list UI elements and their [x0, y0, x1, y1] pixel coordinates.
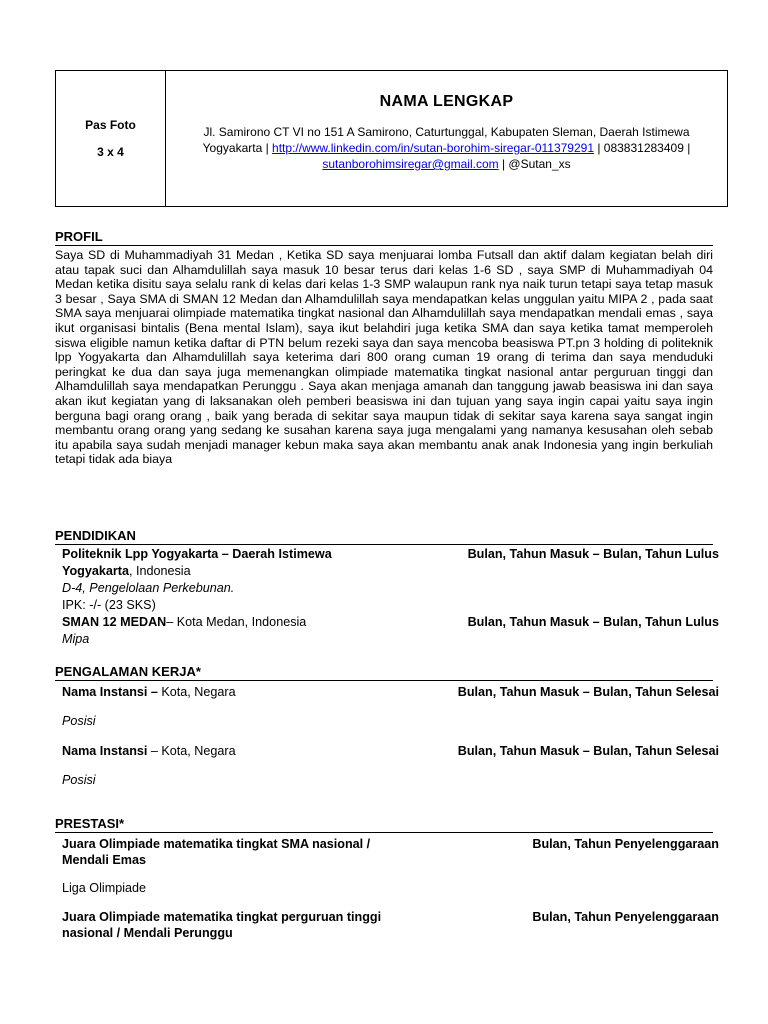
education-dates: Bulan, Tahun Masuk – Bulan, Tahun Lulus [467, 547, 719, 561]
achievement-organizer: Liga Olimpiade [62, 881, 147, 895]
address-line2: Yogyakarta | [202, 141, 273, 155]
work-position: Posisi [62, 714, 96, 728]
full-name: NAMA LENGKAP [379, 93, 514, 110]
photo-placeholder [56, 71, 166, 206]
photo-label: Pas Foto [85, 117, 136, 132]
achievement-title-cont: nasional / Mendali Perunggu [62, 926, 233, 940]
work-entry [55, 743, 719, 789]
profil-text: Saya SD di Muhammadiyah 31 Medan , Ketika SD saya menjuarai lomba Futsall dan aktif dalam kegiatan belah diri atau tapak suci dan Alhamdulillah saya masuk 10 besar terus dari kelas 1-6 SD , saya SMP di Muhammadiyah 04 Medan ketika disitu saya selalu rank di kelas dari kelas 1-3 SMP walaupun rank nya naik turun tetapi saya tetap masuk 3 besar , Saya SMA di SMAN 12 Medan dan Alhamdulillah saya mendapatkan kelas unggulan yaitu MIPA 2 , pada saat SMA saya menjuarai olimpiade matematika tingkat nasional dan Alhamdulillah saya mendapatkan mendali emas , saya ikut organisasi bintalis (Bena mental Islam), saya ikut belahdiri juga ketika SMA dan saya ketika tamat memperoleh siswa eligible namun ketika daftar di PTN belum rezeki saya dan saya mencoba beasiswa PT.pn 3 holding di politeknik lpp Yogyakarta dan Alhamdulillah saya keterima dari 800 orang cuman 19 orang di terima dan saya menduduki peringkat ke dua dan saya juga memenangkan olimpiade matematika tingkat nasional antar perguruan tinggi dan Alhamdulillah saya mendapatkan Perunggu . Saya akan menjaga amanah dan tanggung jawab beasiswa ini dan saya akan ikut kegiatan yang di laksanakan oleh pemberi beasiswa ini dan tujuan yang saya ingin capai yaitu saya ingin berguna bagi orang orang , baik yang berada di sekitar saya maupun tidak di sekitar saya karena saya sangat ingin membantu orang orang yang sedang ke susahan karena saya juga mengalami yang namanya kesusahan oleh sebab itu apabila saya sudah menjadi manager kebun maka saya akan membantu anak anak Indonesia yang ingin berkuliah tetapi tidak ada biaya [55, 248, 713, 467]
work-dates: Bulan, Tahun Masuk – Bulan, Tahun Selesai [457, 685, 719, 699]
work-position: Posisi [62, 773, 96, 787]
achievement-title-cont: Mendali Emas [62, 853, 146, 867]
achievement-title: Juara Olimpiade matematika tingkat perguruan tinggi [62, 910, 382, 924]
work-entry [55, 684, 719, 730]
photo-size: 3 x 4 [97, 144, 124, 159]
education-dates: Bulan, Tahun Masuk – Bulan, Tahun Lulus [467, 615, 719, 629]
education-school-cont: Yogyakarta [62, 564, 129, 578]
education-entry [55, 614, 719, 648]
achievement-date: Bulan, Tahun Penyelenggaraan [532, 837, 719, 851]
education-school: SMAN 12 MEDAN [62, 615, 167, 629]
work-company: Nama Instansi [62, 744, 148, 758]
prestasi-title: PRESTASI* [55, 816, 713, 833]
education-program: Mipa [62, 632, 90, 646]
work-dates: Bulan, Tahun Masuk – Bulan, Tahun Selesai [457, 744, 719, 758]
education-ipk: IPK: -/- (23 SKS) [62, 598, 156, 612]
prestasi-section [55, 816, 719, 941]
address-line1: Jl. Samirono CT VI no 151 A Samirono, Caturtunggal, Kabupaten Sleman, Daerah Istimewa [203, 125, 690, 139]
pendidikan-section [55, 528, 719, 648]
education-program: D-4, Pengelolaan Perkebunan. [62, 581, 235, 595]
work-location: Kota, Negara [157, 685, 236, 699]
work-company: Nama Instansi – [62, 685, 158, 699]
work-location: – Kota, Negara [147, 744, 236, 758]
linkedin-link[interactable]: http://www.linkedin.com/in/sutan-borohim-siregar-011379291 [272, 141, 594, 155]
education-country: , Indonesia [128, 564, 191, 578]
contact-info [166, 71, 727, 206]
phone-number: | 083831283409 | [594, 141, 691, 155]
social-handle: | @Sutan_xs [498, 157, 571, 171]
header-box [55, 70, 728, 207]
education-location: – Kota Medan, Indonesia [166, 615, 307, 629]
achievement-entry [55, 836, 719, 897]
education-entry [55, 546, 719, 614]
education-school: Politeknik Lpp Yogyakarta – Daerah Istimewa [62, 547, 332, 561]
profil-section [55, 229, 713, 467]
pengalaman-title: PENGALAMAN KERJA* [55, 664, 713, 681]
pendidikan-title: PENDIDIKAN [55, 528, 713, 545]
contact-details [180, 124, 713, 172]
profil-title: PROFIL [55, 229, 713, 246]
achievement-date: Bulan, Tahun Penyelenggaraan [532, 910, 719, 924]
achievement-entry [55, 909, 719, 941]
pengalaman-section [55, 664, 719, 789]
email-link[interactable]: sutanborohimsiregar@gmail.com [322, 157, 499, 171]
achievement-title: Juara Olimpiade matematika tingkat SMA nasional / [62, 837, 371, 851]
